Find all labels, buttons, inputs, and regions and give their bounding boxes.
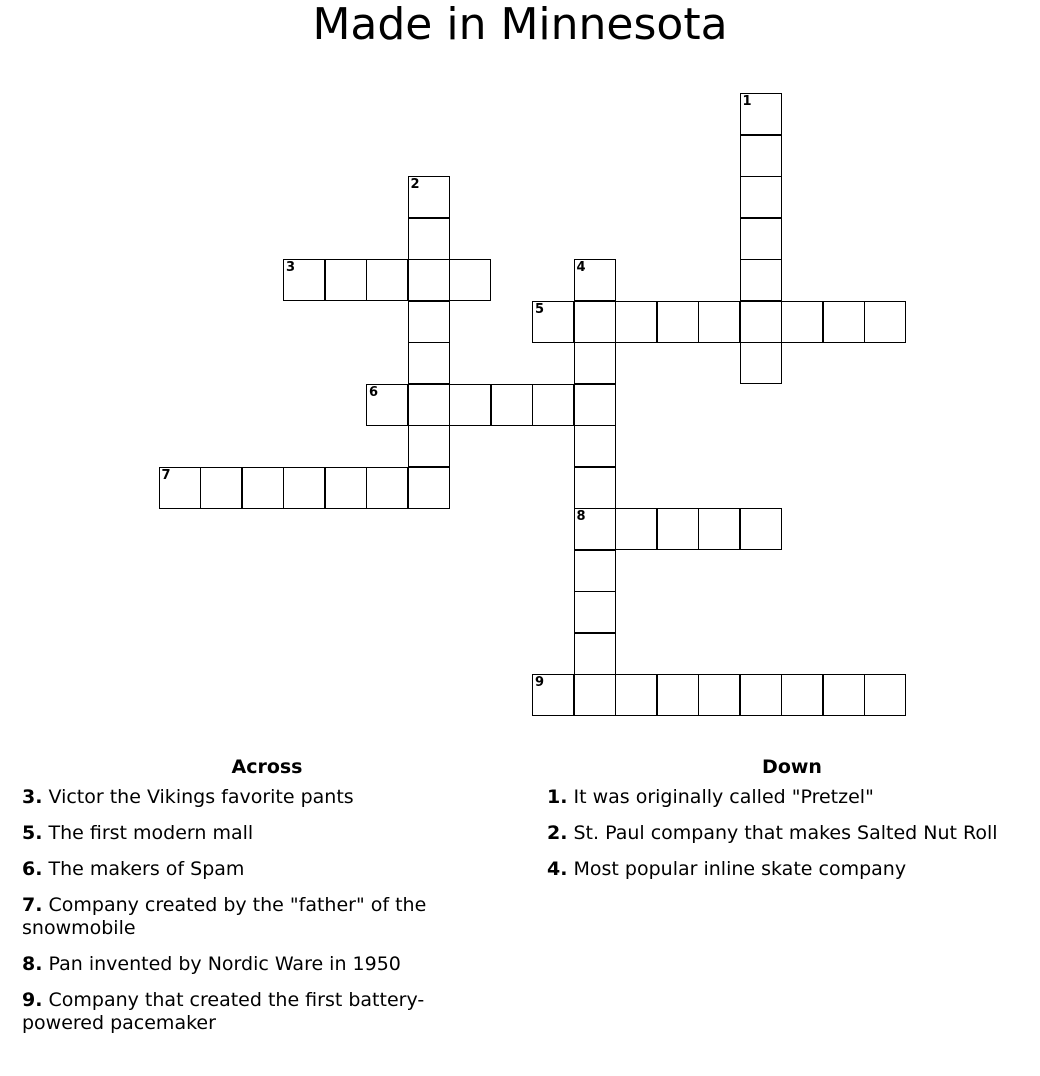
cell-number: 5	[535, 301, 545, 317]
clue-number: 2.	[547, 822, 568, 844]
grid-cell[interactable]	[408, 384, 450, 426]
puzzle-title: Made in Minnesota	[312, 0, 728, 50]
across-clue	[22, 858, 462, 881]
grid-cell[interactable]	[574, 674, 616, 716]
grid-cell[interactable]	[864, 674, 906, 716]
cell-number: 7	[161, 467, 171, 483]
clue-number: 3.	[22, 786, 43, 808]
grid-cell[interactable]	[823, 301, 865, 343]
grid-cell[interactable]	[574, 550, 616, 592]
clue-number: 4.	[547, 858, 568, 880]
grid-cell[interactable]	[657, 508, 699, 550]
across-clue	[22, 894, 462, 940]
grid-cell[interactable]	[740, 135, 782, 177]
clue-number: 1.	[547, 786, 568, 808]
grid-cell[interactable]	[740, 301, 782, 343]
grid-cell[interactable]	[657, 301, 699, 343]
grid-cell[interactable]	[740, 508, 782, 550]
grid-cell[interactable]	[740, 93, 782, 135]
clue-text: It was originally called "Pretzel"	[573, 786, 874, 808]
grid-cell[interactable]	[574, 591, 616, 633]
grid-cell[interactable]	[366, 384, 408, 426]
cell-number: 3	[286, 260, 296, 275]
clue-text: St. Paul company that makes Salted Nut Roll	[573, 822, 998, 844]
clue-text: Company created by the "father" of the snowmobile	[22, 894, 427, 939]
grid-cell[interactable]	[615, 301, 657, 343]
grid-cell[interactable]	[740, 259, 782, 301]
clue-text: Company that created the first battery-powered pacemaker	[22, 989, 425, 1034]
cell-number: 1	[742, 94, 752, 109]
grid-cell[interactable]	[698, 674, 740, 716]
grid-cell[interactable]	[449, 384, 491, 426]
grid-cell[interactable]	[574, 508, 616, 550]
grid-cell[interactable]	[408, 425, 450, 467]
grid-cell[interactable]	[408, 259, 450, 301]
grid-cell[interactable]	[698, 508, 740, 550]
grid-cell[interactable]	[781, 301, 823, 343]
grid-cell[interactable]	[864, 301, 906, 343]
grid-cell[interactable]	[200, 467, 242, 509]
grid-cell[interactable]	[159, 467, 201, 509]
grid-cell[interactable]	[366, 259, 408, 301]
cell-number: 2	[410, 177, 420, 192]
grid-cell[interactable]	[740, 218, 782, 260]
grid-cell[interactable]	[532, 301, 574, 343]
cell-number: 9	[535, 675, 545, 690]
down-heading: Down	[762, 756, 822, 778]
grid-cell[interactable]	[574, 425, 616, 467]
clue-text: The first modern mall	[48, 822, 254, 844]
grid-cell[interactable]	[574, 301, 616, 343]
grid-cell[interactable]	[781, 674, 823, 716]
grid-cell[interactable]	[408, 301, 450, 343]
grid-cell[interactable]	[823, 674, 865, 716]
grid-cell[interactable]	[366, 467, 408, 509]
across-clue	[22, 989, 462, 1035]
cell-number: 8	[576, 509, 586, 524]
clue-number: 9.	[22, 989, 43, 1011]
cell-number: 6	[369, 384, 379, 400]
grid-cell[interactable]	[408, 467, 450, 509]
grid-cell[interactable]	[698, 301, 740, 343]
grid-cell[interactable]	[242, 467, 284, 509]
grid-cell[interactable]	[325, 259, 367, 301]
across-clue	[22, 786, 462, 809]
across-clue	[22, 953, 462, 976]
clue-number: 6.	[22, 858, 43, 880]
down-clue	[547, 786, 1027, 809]
clue-text: Most popular inline skate company	[573, 858, 907, 880]
grid-cell[interactable]	[449, 259, 491, 301]
grid-cell[interactable]	[532, 384, 574, 426]
clue-text: Victor the Vikings favorite pants	[48, 786, 354, 808]
grid-cell[interactable]	[408, 218, 450, 260]
grid-cell[interactable]	[574, 342, 616, 384]
down-clue	[547, 858, 1027, 881]
across-clues	[22, 756, 462, 1048]
grid-cell[interactable]	[408, 176, 450, 218]
across-clue	[22, 822, 462, 845]
grid-cell[interactable]	[283, 467, 325, 509]
grid-cell[interactable]	[325, 467, 367, 509]
clue-number: 7.	[22, 894, 43, 916]
grid-cell[interactable]	[657, 674, 699, 716]
clue-number: 5.	[22, 822, 43, 844]
grid-cell[interactable]	[574, 467, 616, 509]
grid-cell[interactable]	[740, 342, 782, 384]
grid-cell[interactable]	[615, 674, 657, 716]
down-clue	[547, 822, 1027, 845]
grid-cell[interactable]	[283, 259, 325, 301]
clue-text: The makers of Spam	[48, 858, 245, 880]
grid-cell[interactable]	[532, 674, 574, 716]
down-clues	[547, 756, 1027, 894]
across-heading: Across	[231, 756, 303, 778]
grid-cell[interactable]	[740, 674, 782, 716]
grid-cell[interactable]	[740, 176, 782, 218]
grid-cell[interactable]	[491, 384, 533, 426]
grid-cell[interactable]	[574, 384, 616, 426]
grid-cell[interactable]	[574, 259, 616, 301]
clue-text: Pan invented by Nordic Ware in 1950	[48, 953, 401, 975]
clue-number: 8.	[22, 953, 43, 975]
cell-number: 4	[576, 260, 586, 275]
grid-cell[interactable]	[408, 342, 450, 384]
grid-cell[interactable]	[574, 633, 616, 675]
grid-cell[interactable]	[615, 508, 657, 550]
